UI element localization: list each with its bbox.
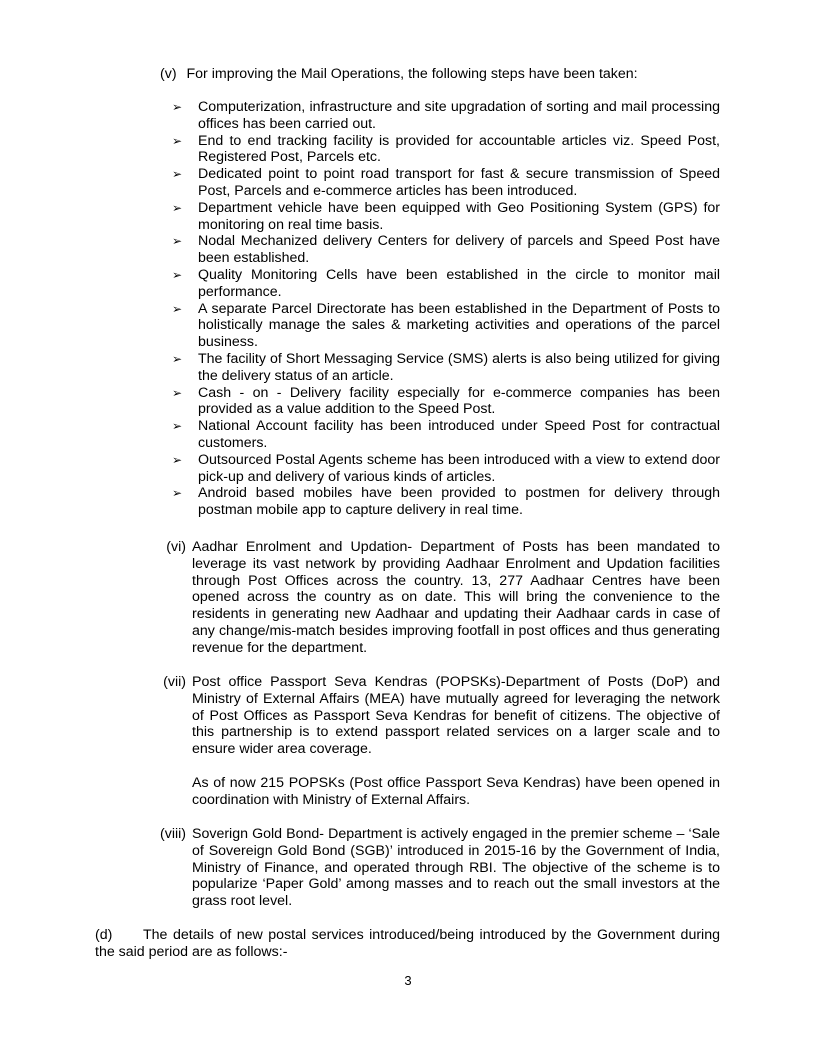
section-vii-paragraph-2: As of now 215 POPSKs (Post office Passport Seva Kendras) have been opened in coordination with Ministry of External Affairs.	[192, 774, 720, 808]
arrowhead-bullet-icon: ➢	[172, 452, 183, 467]
section-vi-body	[192, 539, 720, 657]
bullet-text: Dedicated point to point road transport for fast & secure transmission of Speed Post, Parcels and e-commerce articles has been introduced.	[198, 166, 720, 199]
arrowhead-bullet-icon: ➢	[172, 100, 183, 114]
section-d	[95, 927, 720, 961]
arrowhead-bullet-icon: ➢	[172, 419, 183, 434]
arrowhead-bullet-icon: ➢	[172, 133, 183, 148]
arrowhead-bullet-icon: ➢	[172, 167, 183, 182]
section-vi	[142, 539, 720, 659]
bullet-text: Outsourced Postal Agents scheme has been introduced with a view to extend door pick-up and delivery of various kinds of articles.	[198, 451, 720, 485]
bullet-text: Android based mobiles have been provided to postmen for delivery through postman mobile app to capture delivery in real time.	[198, 485, 720, 519]
mail-operations-bullet-list	[172, 99, 720, 519]
bullet-item	[172, 351, 720, 385]
bullet-text: Cash - on - Delivery facility especially for e-commerce companies has been provided as a value addition to the Speed Post.	[198, 384, 720, 418]
section-d-number: (d)	[95, 927, 113, 943]
bullet-item	[172, 166, 720, 200]
arrowhead-bullet-icon: ➢	[172, 351, 183, 366]
section-v-heading	[160, 66, 740, 83]
bullet-text: End to end tracking facility is provided for accountable articles viz. Speed Post, Registered Post, Parcels etc.	[198, 132, 720, 166]
arrowhead-bullet-icon: ➢	[172, 267, 183, 282]
section-d-text: The details of new postal services introduced/being introduced by the Government during the said period are as follows:-	[95, 927, 720, 960]
section-vii	[142, 674, 720, 814]
arrowhead-bullet-icon: ➢	[172, 301, 183, 316]
bullet-item	[172, 301, 720, 351]
section-viii	[142, 826, 720, 916]
section-vii-paragraph-1: Post office Passport Seva Kendras (POPSKs)-Department of Posts (DoP) and Ministry of External Affairs (MEA) have mutually agreed for leveraging the network of Post Offices as Passport Seva Kendras for benefit of citizens. The objective of this partnership is to extend passport related services on a larger scale and to ensure wider area coverage.	[192, 674, 720, 758]
section-vi-number: (vi)	[166, 539, 186, 555]
bullet-item	[172, 452, 720, 486]
section-v-heading-text: For improving the Mail Operations, the following steps have been taken:	[186, 66, 638, 82]
bullet-text: National Account facility has been introduced under Speed Post for contractual customers.	[198, 418, 720, 451]
bullet-item	[172, 485, 720, 519]
arrowhead-bullet-icon: ➢	[172, 486, 183, 501]
section-vii-body	[192, 674, 720, 808]
section-v-number: (v)	[160, 66, 177, 82]
bullet-item	[172, 133, 720, 167]
bullet-item	[172, 267, 720, 301]
bullet-item	[172, 200, 720, 234]
section-viii-body	[192, 826, 720, 910]
bullet-text: Nodal Mechanized delivery Centers for delivery of parcels and Speed Post have been established.	[198, 233, 720, 267]
section-vii-number: (vii)	[163, 674, 186, 690]
bullet-item	[172, 99, 720, 133]
section-vi-title: Aadhar Enrolment and Updation	[192, 539, 408, 555]
arrowhead-bullet-icon: ➢	[172, 234, 183, 249]
bullet-item	[172, 385, 720, 419]
bullet-item	[172, 418, 720, 452]
bullet-text: Computerization, infrastructure and site upgradation of sorting and mail processing offices has been carried out.	[198, 99, 720, 132]
bullet-item	[172, 233, 720, 267]
bullet-text: Quality Monitoring Cells have been established in the circle to monitor mail performance.	[198, 266, 720, 300]
bullet-text: Department vehicle have been equipped with Geo Positioning System (GPS) for monitoring on real time basis.	[198, 199, 720, 233]
page-number: 3	[404, 973, 412, 988]
section-viii-text: Soverign Gold Bond- Department is actively engaged in the premier scheme – ‘Sale of Sovereign Gold Bond (SGB)’ introduced in 2015-16 by the Government of India, Ministry of Finance, and operated through RBI. The objective of the scheme is to popularize ‘Paper Gold’ among masses and to reach out the small investors at the grass root level.	[192, 826, 720, 910]
arrowhead-bullet-icon: ➢	[172, 385, 183, 400]
section-viii-number: (viii)	[160, 826, 186, 842]
section-vi-text: - Department of Posts has been mandated to leverage its vast network by providing Aadhaar Enrolment and Updation facilities through Post Offices across the country. 13, 277 Aadhaar Centres have been opened across the country as on date. This will bring the convenience to the residents in generating new Aadhaar and updating their Aadhaar cards in case of any change/mis-match besides improving footfall in post offices and thus generating revenue for the department.	[192, 539, 720, 656]
bullet-text: The facility of Short Messaging Service (SMS) alerts is also being utilized for giving the delivery status of an article.	[198, 350, 720, 384]
bullet-text: A separate Parcel Directorate has been established in the Department of Posts to holistically manage the sales & marketing activities and operations of the parcel business.	[198, 300, 720, 351]
arrowhead-bullet-icon: ➢	[172, 200, 183, 215]
